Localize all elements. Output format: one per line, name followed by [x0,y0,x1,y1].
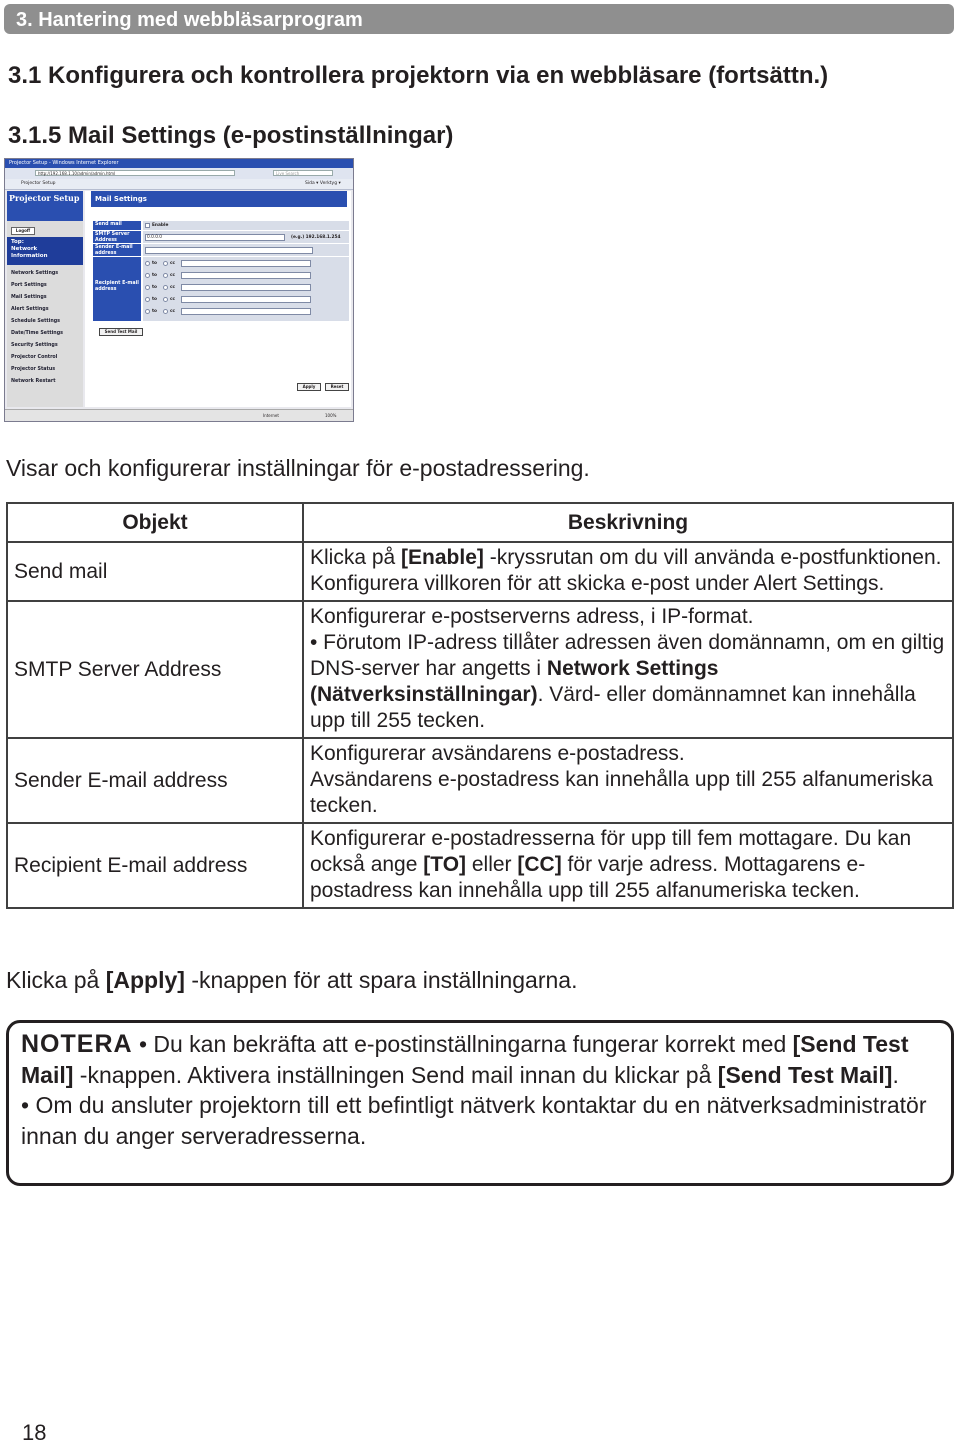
sidebar-item-projector-status[interactable]: Projector Status [11,367,56,372]
cc-radio[interactable] [163,309,168,314]
heading-section: 3.1.5 Mail Settings (e-postinställningar) [8,122,454,149]
smtp-input[interactable]: 0.0.0.0 [145,234,285,241]
cc-radio[interactable] [163,285,168,290]
table-row [7,823,953,908]
desc-keyword: [CC] [517,853,562,876]
recipient-label: Recipient E-mail address [93,257,141,321]
send-mail-label: Send mail [93,221,141,230]
recipient-input[interactable] [181,284,311,291]
sidebar-item-mail-settings[interactable]: Mail Settings [11,295,47,300]
apply-button[interactable]: Apply [297,383,321,391]
cc-radio[interactable] [163,261,168,266]
desc-text: Konfigurerar e-postadresserna för upp till fem mottagare. Du kan också ange [310,827,912,876]
row-description [303,823,953,908]
to-radio[interactable] [145,309,150,314]
row-description [303,542,953,601]
desc-text: • Förutom IP-adress tillåter adressen även domännamn, om en giltig DNS-server har angetts i [310,631,945,680]
recipient-row-4 [143,295,349,306]
browser-screenshot [4,158,354,422]
desc-text: eller [466,853,518,876]
smtp-hint: (e.g.) 192.168.1.254 [291,235,341,240]
tab-bar [5,179,353,190]
logoff-button[interactable]: Logoff [11,227,35,235]
cc-radio[interactable] [163,297,168,302]
intro-text: Visar och konfigurerar inställningar för e-postadressering. [6,455,590,481]
note-box [6,1020,954,1186]
cc-label: cc [170,261,176,266]
desc-keyword: [Enable] [401,546,484,569]
note-text [21,1029,941,1151]
sidebar-item-alert-settings[interactable]: Alert Settings [11,307,49,312]
settings-panel [85,191,351,407]
brand-logo: Projector Setup [7,191,83,221]
cc-label: cc [170,309,176,314]
to-label: to [152,273,158,278]
sender-label: Sender E-mail address [93,244,141,256]
sidebar-item-port-settings[interactable]: Port Settings [11,283,47,288]
apply-keyword: [Apply] [105,967,185,993]
table-row [7,542,953,601]
panel-title: Mail Settings [91,191,347,207]
reset-button[interactable]: Reset [325,383,349,391]
table-header-row [7,503,953,542]
table-row [7,601,953,738]
to-radio[interactable] [145,297,150,302]
section-title: 3. Hantering med webbläsarprogram [16,9,363,31]
enable-checkbox[interactable] [145,223,150,228]
smtp-row [143,231,349,243]
sidebar-item-top[interactable]: Top: Network Information [7,237,83,265]
recipient-row-3 [143,283,349,294]
table-row [7,738,953,823]
tools-menu[interactable]: Sida ▾ Verktyg ▾ [305,181,341,186]
sidebar-item-projector-control[interactable]: Projector Control [11,355,58,360]
cc-label: cc [170,273,176,278]
to-radio[interactable] [145,273,150,278]
desc-keyword: [TO] [423,853,467,876]
row-item: Send mail [7,542,303,601]
to-radio[interactable] [145,285,150,290]
recipient-rows [143,257,349,321]
desc-text: Konfigurerar avsändarens e-postadress. [310,742,685,765]
recipient-input[interactable] [181,308,311,315]
cc-label: cc [170,297,176,302]
recipient-input[interactable] [181,272,311,279]
to-label: to [152,261,158,266]
recipient-input[interactable] [181,260,311,267]
status-bar [5,409,353,421]
cc-label: cc [170,285,176,290]
window-title-bar: Projector Setup - Windows Internet Explorer [5,159,353,168]
smtp-label: SMTP Server Address [93,231,141,243]
enable-label: Enable [152,223,169,228]
to-radio[interactable] [145,261,150,266]
cc-radio[interactable] [163,273,168,278]
section-header-bar [4,4,954,34]
to-label: to [152,309,158,314]
heading-chapter: 3.1 Konfigurera och kontrollera projektorn via en webbläsare (fortsättn.) [8,62,829,89]
desc-text: . Värd- eller domännamnet kan innehålla upp till 255 tecken. [310,683,916,732]
sidebar-item-security-settings[interactable]: Security Settings [11,343,58,348]
recipient-row-5 [143,307,349,318]
send-mail-row [143,221,349,230]
recipient-input[interactable] [181,296,311,303]
sender-input[interactable] [145,247,313,254]
row-description [303,601,953,738]
status-zoom[interactable]: 100% [325,413,337,418]
apply-instruction [6,967,577,994]
search-field[interactable]: Live Search [273,170,333,176]
desc-text: för varje adress. Mottagarens e-postadress kan innehålla upp till 255 alfanumeriska tecken. [310,853,866,902]
to-label: to [152,285,158,290]
desc-text: Avsändarens e-postadress kan innehålla upp till 255 alfanumeriska tecken. [310,768,933,817]
sidebar-item-datetime-settings[interactable]: Date/Time Settings [11,331,63,336]
note-text-part: -knappen. Aktivera inställningen Send mail innan du klickar på [73,1061,718,1088]
note-label: NOTERA [21,1030,133,1058]
url-field[interactable]: http://192.168.1.10/admin/admin.html [35,170,235,176]
sidebar-item-network-restart[interactable]: Network Restart [11,379,56,384]
page-number: 18 [22,1420,47,1445]
desc-keyword: Network Settings (Nätverksinställningar) [310,657,719,706]
recipient-row-1 [143,259,349,270]
desc-text: -kryssrutan om du vill använda e-postfunktionen. Konfigurera villkoren för att skicka e-post under Alert Settings. [310,546,942,595]
desc-text: Konfigurerar e-postserverns adress, i IP-format. [310,605,754,628]
recipient-row-2 [143,271,349,282]
tab-projector-setup[interactable]: Projector Setup [21,181,56,186]
row-item: Sender E-mail address [7,738,303,823]
row-item: SMTP Server Address [7,601,303,738]
row-description [303,738,953,823]
note-text-part: • Om du ansluter projektorn till ett befintligt nätverk kontaktar du en nätverksadministratör innan du anger serveradresserna. [21,1092,927,1149]
desc-text: Klicka på [310,546,402,569]
apply-text: -knappen för att spara inställningarna. [184,967,578,993]
sidebar-item-schedule-settings[interactable]: Schedule Settings [11,319,61,324]
apply-text: Klicka på [6,967,106,993]
col-header-description: Beskrivning [303,503,953,542]
col-header-item: Objekt [7,503,303,542]
sender-row [143,244,349,256]
status-zone: Internet [263,413,279,418]
row-item: Recipient E-mail address [7,823,303,908]
note-text-part: • Du kan bekräfta att e-postinställningarna fungerar korrekt med [132,1031,793,1057]
sidebar [7,191,83,407]
settings-table [6,502,954,909]
note-text-part: . [892,1061,899,1088]
to-label: to [152,297,158,302]
send-test-mail-button[interactable]: Send Test Mail [99,328,143,336]
note-keyword: [Send Test Mail] [21,1031,909,1088]
sidebar-item-network-settings[interactable]: Network Settings [11,271,59,276]
note-keyword: [Send Test Mail] [717,1061,893,1088]
